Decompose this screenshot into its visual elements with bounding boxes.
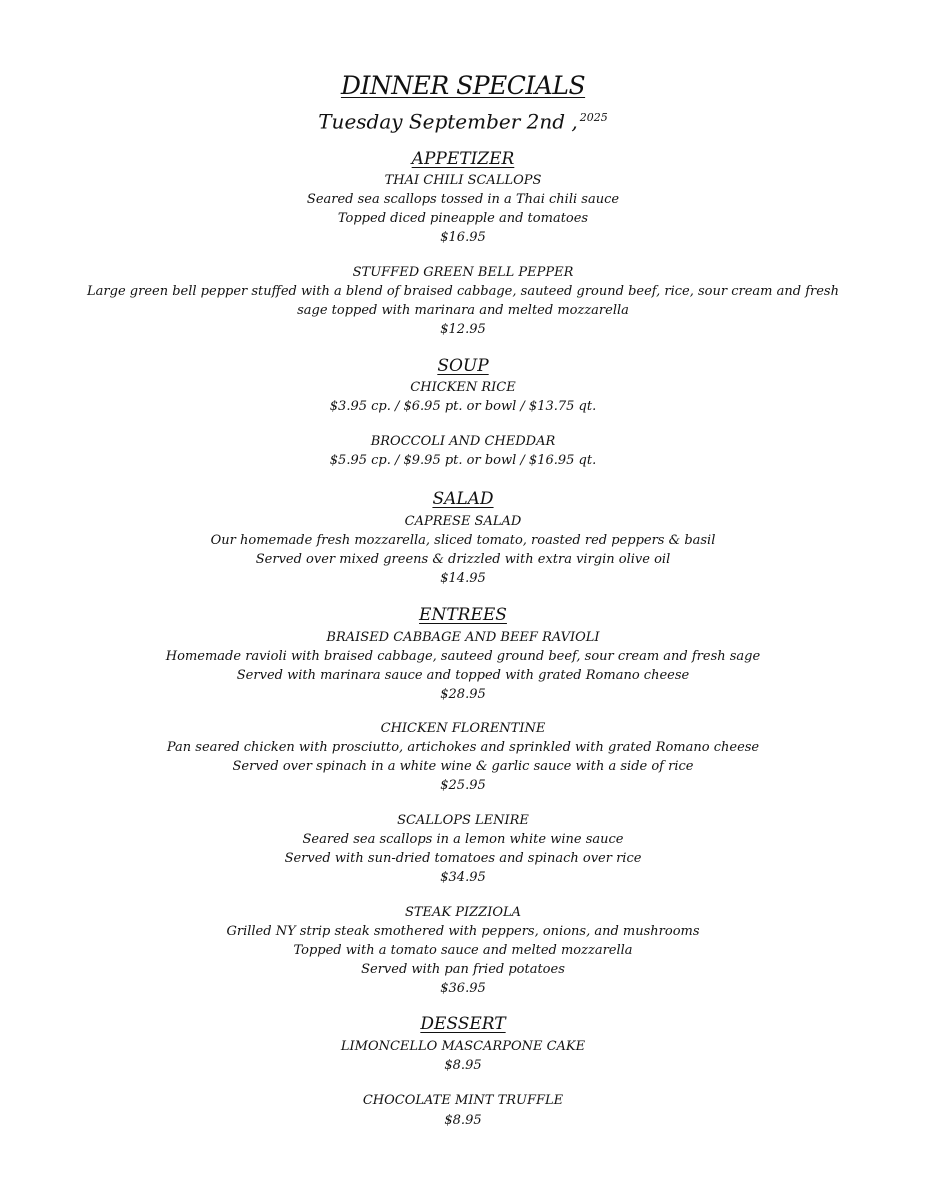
item-description: Seared sea scallops tossed in a Thai chili sauce	[306, 192, 620, 207]
section-heading-entrees: ENTREES	[419, 605, 507, 625]
section-heading-soup: SOUP	[437, 356, 489, 376]
item-price: $8.95	[444, 1113, 482, 1128]
item-description: Topped with a tomato sauce and melted mozzarella	[293, 943, 633, 958]
item-price: $25.95	[440, 778, 486, 793]
item-price: $12.95	[440, 322, 486, 337]
item-name: BRAISED CABBAGE AND BEEF RAVIOLI	[326, 630, 600, 645]
page-title: DINNER SPECIALS	[340, 71, 586, 100]
item-name: CAPRESE SALAD	[404, 514, 522, 529]
item-description: Topped diced pineapple and tomatoes	[337, 211, 589, 226]
item-name: CHICKEN FLORENTINE	[380, 721, 546, 736]
item-description: Pan seared chicken with prosciutto, artichokes and sprinkled with grated Romano cheese	[166, 740, 760, 755]
item-description: Our homemade fresh mozzarella, sliced tomato, roasted red peppers & basil	[210, 533, 716, 548]
item-description: Homemade ravioli with braised cabbage, sauteed ground beef, sour cream and fresh sage	[165, 649, 761, 664]
item-price: $14.95	[440, 571, 486, 586]
item-price: $8.95	[444, 1058, 482, 1073]
menu-date-year: 2025	[579, 111, 608, 124]
item-description: Grilled NY strip steak smothered with peppers, onions, and mushrooms	[226, 924, 700, 939]
item-description: Large green bell pepper stuffed with a blend of braised cabbage, sauteed ground beef, rice, sour cream and fresh	[87, 284, 839, 299]
item-description: Served over spinach in a white wine & garlic sauce with a side of rice	[232, 759, 694, 774]
item-description: Served with pan fried potatoes	[361, 962, 565, 977]
item-name: SCALLOPS LENIRE	[397, 813, 529, 828]
item-description: Served with sun-dried tomatoes and spinach over rice	[284, 851, 642, 866]
item-price: $28.95	[440, 687, 486, 702]
item-price: $36.95	[440, 981, 486, 996]
item-description: Seared sea scallops in a lemon white wine sauce	[302, 832, 624, 847]
item-price: $34.95	[440, 870, 486, 885]
section-heading-salad: SALAD	[432, 489, 494, 509]
item-price: $16.95	[440, 230, 486, 245]
item-description: Served with marinara sauce and topped with grated Romano cheese	[236, 668, 690, 683]
item-price: $5.95 cp. / $9.95 pt. or bowl / $16.95 qt.	[329, 453, 597, 468]
item-name: BROCCOLI AND CHEDDAR	[370, 434, 556, 449]
item-name: THAI CHILI SCALLOPS	[384, 173, 542, 188]
item-name: LIMONCELLO MASCARPONE CAKE	[340, 1039, 586, 1054]
item-name: STEAK PIZZIOLA	[404, 905, 522, 920]
item-description: Served over mixed greens & drizzled with extra virgin olive oil	[255, 552, 671, 567]
item-price: $3.95 cp. / $6.95 pt. or bowl / $13.75 qt.	[329, 399, 597, 414]
menu-date	[0, 104, 926, 136]
item-name: STUFFED GREEN BELL PEPPER	[352, 265, 574, 280]
item-name: CHICKEN RICE	[410, 380, 516, 395]
menu-date-text: Tuesday September 2nd ,	[318, 109, 578, 134]
section-heading-appetizer: APPETIZER	[411, 149, 515, 169]
item-description: sage topped with marinara and melted mozzarella	[297, 303, 629, 318]
section-heading-dessert: DESSERT	[420, 1014, 506, 1034]
item-name: CHOCOLATE MINT TRUFFLE	[362, 1093, 564, 1108]
